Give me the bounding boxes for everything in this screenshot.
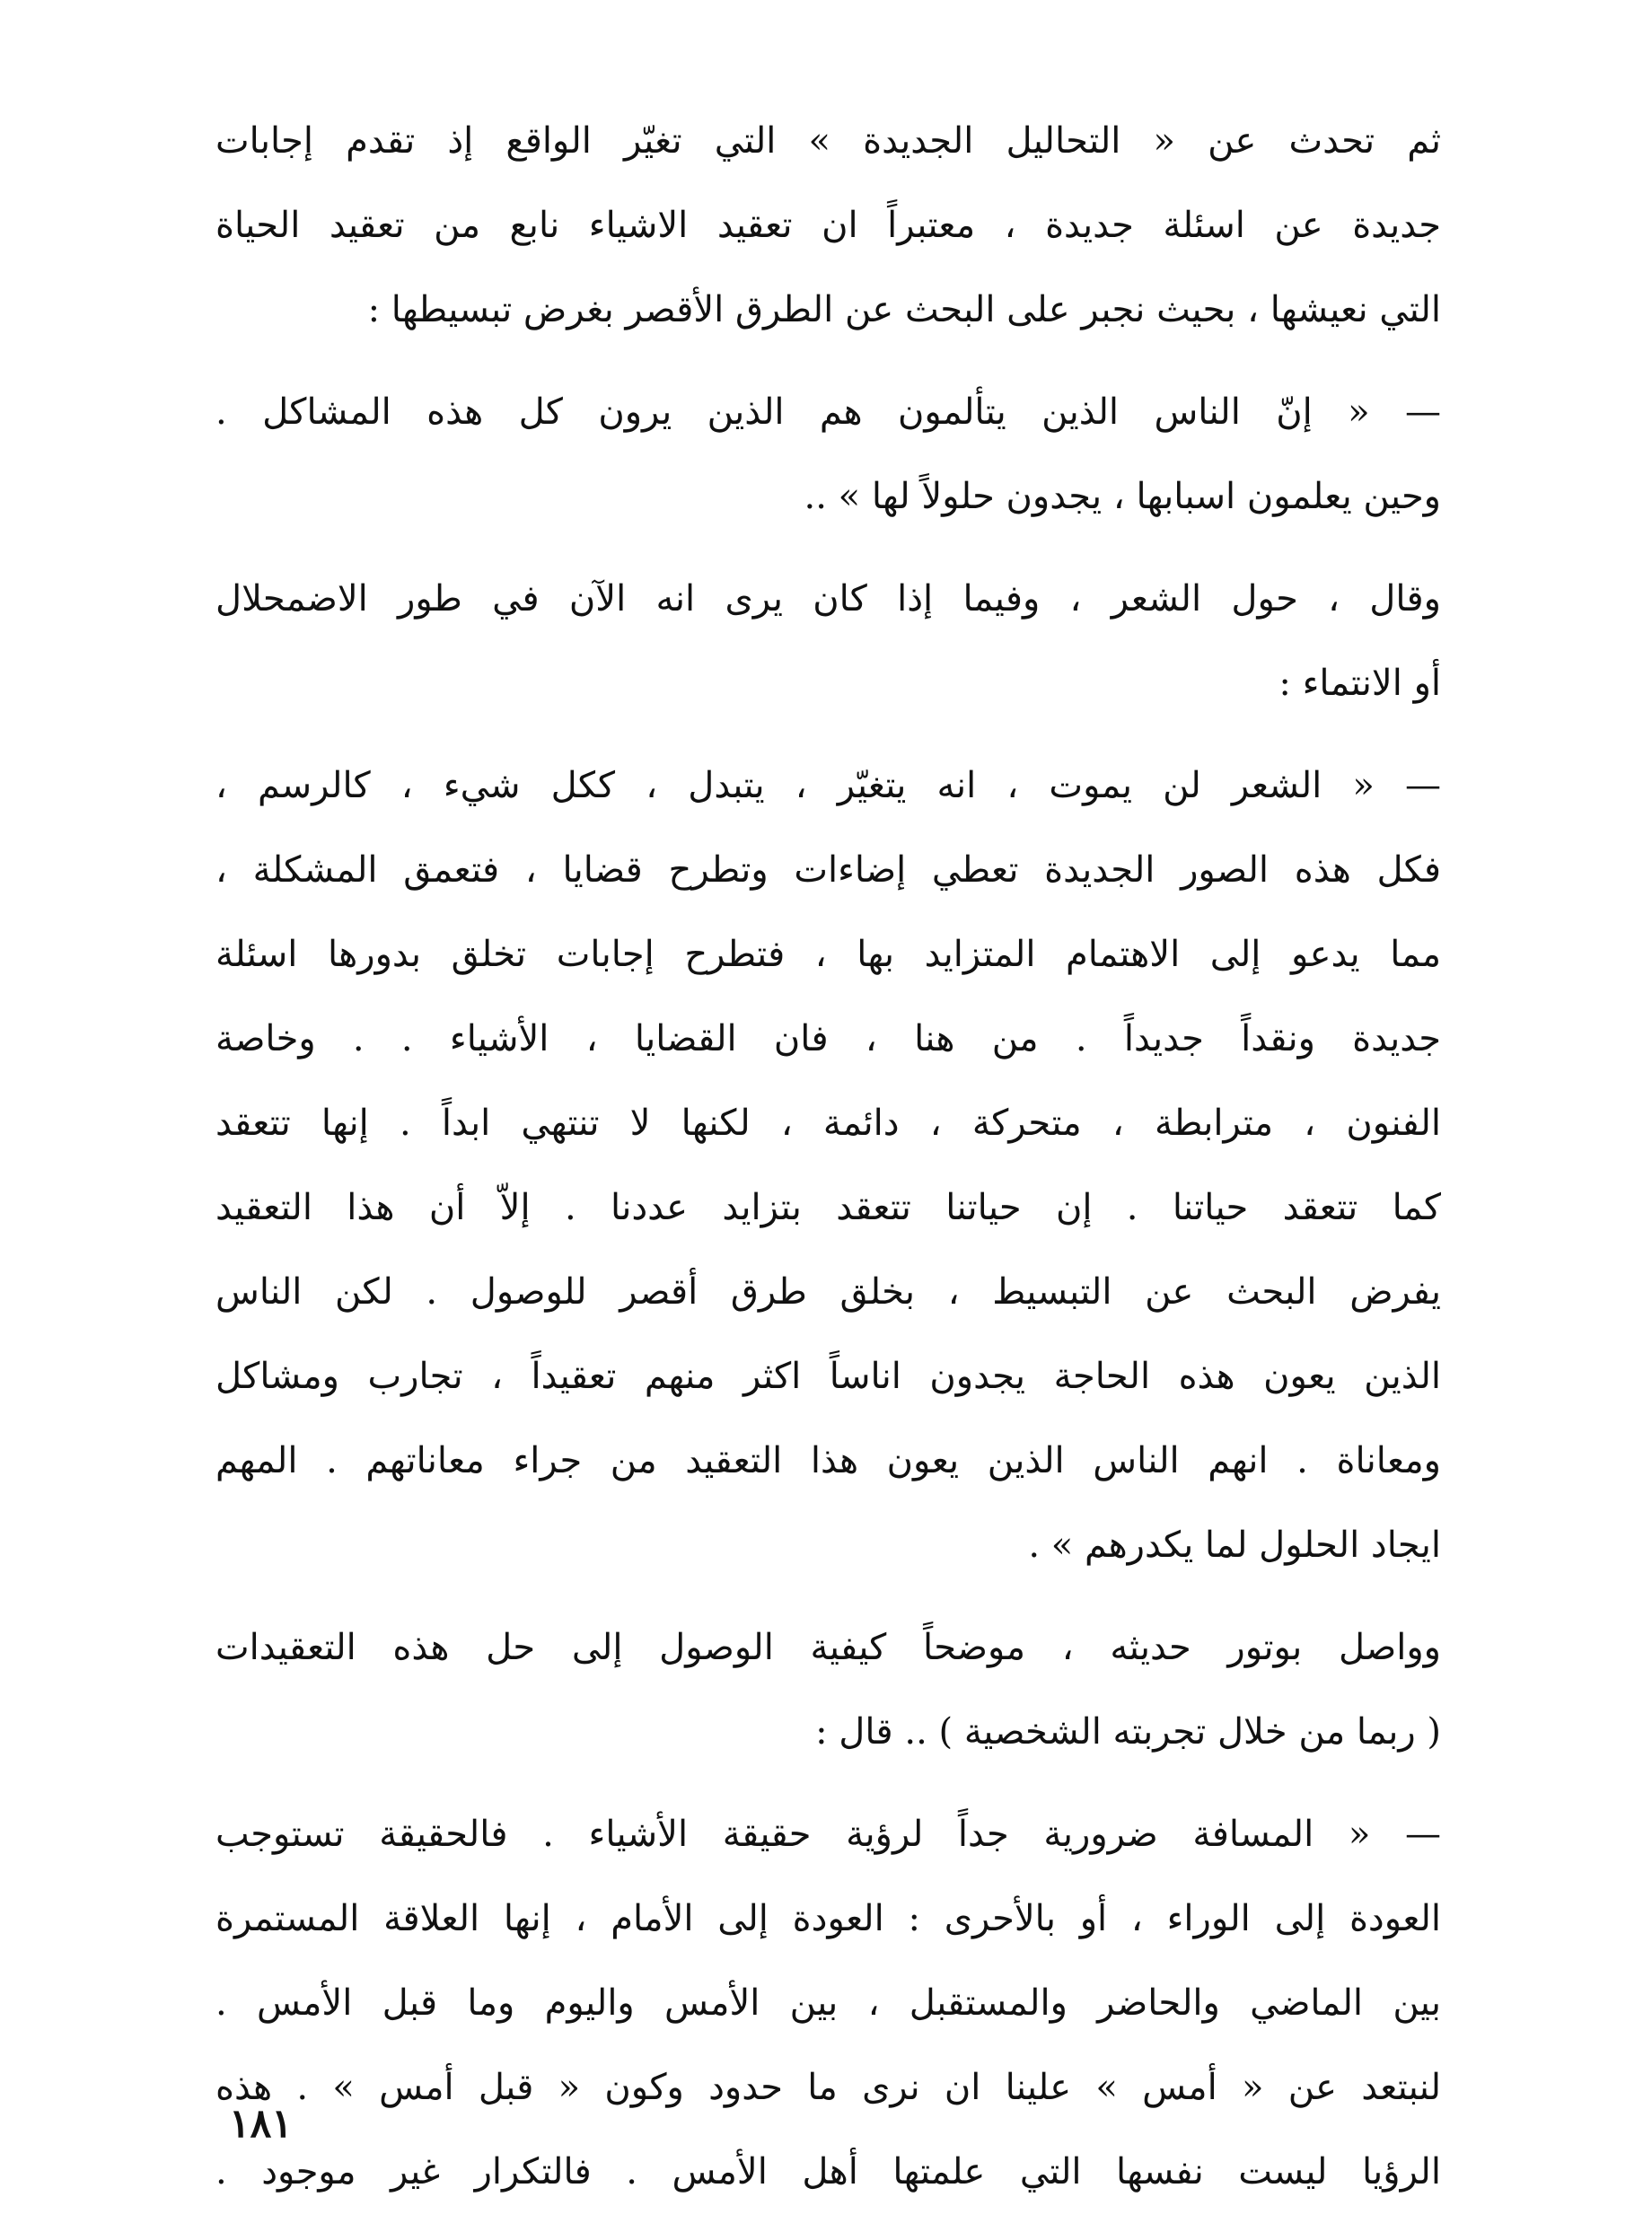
text-line: مما يدعو إلى الاهتمام المتزايد بها ، فتطرح إجابات تخلق بدورها اسئلة	[215, 934, 1441, 975]
page-number: ١٨١	[229, 2101, 293, 2147]
quote-paragraph	[215, 1792, 1441, 2214]
quote-paragraph	[215, 370, 1441, 539]
text-line: لنبتعد عن « أمس » علينا ان نرى ما حدود وكون « قبل أمس » . هذه	[215, 2067, 1441, 2108]
text-line: — « المسافة ضرورية جداً لرؤية حقيقة الأشياء . فالحقيقة تستوجب	[215, 1814, 1441, 1855]
quote-paragraph	[215, 743, 1441, 1587]
text-line: الذين يعون هذه الحاجة يجدون اناساً اكثر منهم تعقيداً ، تجارب ومشاكل	[215, 1356, 1441, 1397]
page-body	[215, 99, 1441, 2232]
text-line: التي نعيشها ، بحيث نجبر على البحث عن الطرق الأقصر بغرض تبسيطها :	[367, 289, 1441, 330]
text-line: فكل هذه الصور الجديدة تعطي إضاءات وتطرح قضايا ، فتعمق المشكلة ،	[215, 849, 1441, 891]
text-line: وواصل بوتور حديثه ، موضحاً كيفية الوصول إلى حل هذه التعقيدات	[215, 1627, 1441, 1668]
paragraph	[215, 1605, 1441, 1774]
text-line: ومعاناة . انهم الناس الذين يعون هذا التعقيد من جراء معاناتهم . المهم	[215, 1440, 1441, 1481]
text-line: وحين يعلمون اسبابها ، يجدون حلولاً لها » ..	[804, 476, 1441, 517]
text-line: — « إنّ الناس الذين يتألمون هم الذين يرون كل هذه المشاكل .	[215, 391, 1441, 433]
paragraph	[215, 557, 1441, 725]
text-line: يفرض البحث عن التبسيط ، بخلق طرق أقصر للوصول . لكن الناس	[215, 1271, 1441, 1313]
text-line: ( ربما من خلال تجربته الشخصية ) .. قال :	[815, 1711, 1441, 1753]
text-line: العودة إلى الوراء ، أو بالأحرى : العودة إلى الأمام ، إنها العلاقة المستمرة	[215, 1898, 1441, 1939]
text-line: الرؤيا ليست نفسها التي علمتها أهل الأمس . فالتكرار غير موجود .	[215, 2151, 1441, 2192]
text-line: وقال ، حول الشعر ، وفيما إذا كان يرى انه الآن في طور الاضمحلال	[215, 578, 1441, 620]
text-line: الفنون ، مترابطة ، متحركة ، دائمة ، لكنها لا تنتهي ابداً . إنها تتعقد	[215, 1103, 1441, 1144]
text-line: كما تتعقد حياتنا . إن حياتنا تتعقد بتزايد عددنا . إلاّ أن هذا التعقيد	[215, 1187, 1441, 1228]
text-line: بين الماضي والحاضر والمستقبل ، بين الأمس واليوم وما قبل الأمس .	[215, 1982, 1441, 2024]
text-line: ثم تحدث عن « التحاليل الجديدة » التي تغيّر الواقع إذ تقدم إجابات	[215, 120, 1441, 162]
text-line: جديدة ونقداً جديداً . من هنا ، فان القضايا ، الأشياء . . وخاصة	[215, 1018, 1441, 1059]
text-line: جديدة عن اسئلة جديدة ، معتبراً ان تعقيد الاشياء نابع من تعقيد الحياة	[215, 205, 1441, 246]
text-line: — « الشعر لن يموت ، انه يتغيّر ، يتبدل ، ككل شيء ، كالرسم ،	[215, 765, 1441, 806]
paragraph	[215, 99, 1441, 352]
text-line: أو الانتماء :	[1279, 663, 1441, 704]
text-line: ايجاد الحلول لما يكدرهم » .	[1028, 1525, 1441, 1566]
